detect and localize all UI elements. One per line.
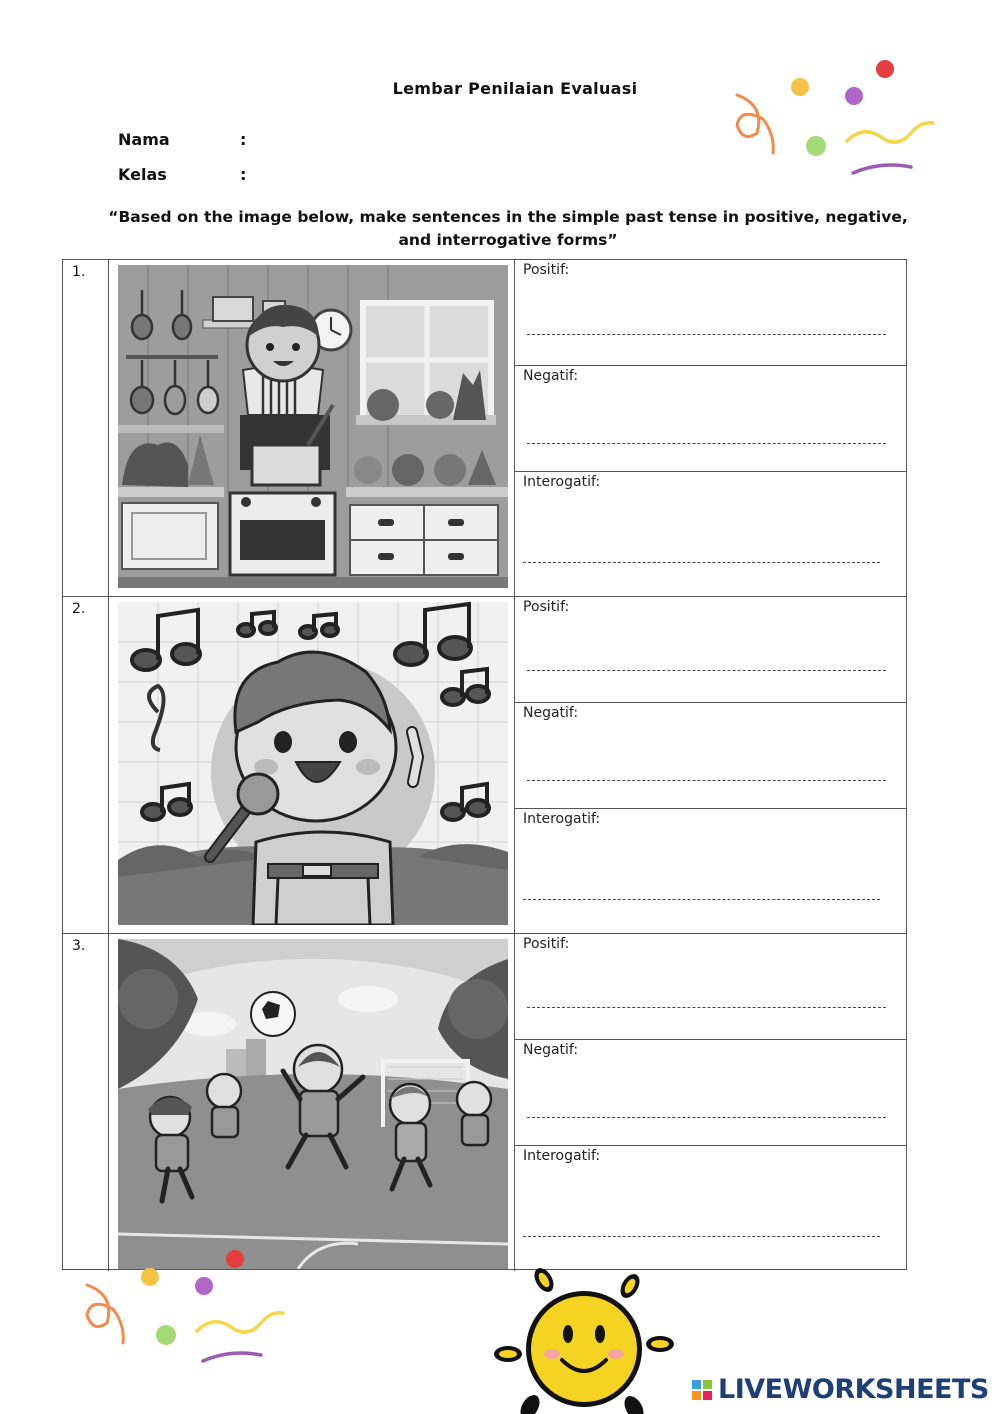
interrogative-label: Interogatif: — [523, 1148, 601, 1164]
negative-label: Negatif: — [523, 1042, 579, 1058]
positive-label: Positif: — [523, 262, 570, 278]
answer-line — [527, 443, 886, 444]
interrogative-answer-box[interactable] — [515, 809, 906, 934]
picture-cell — [109, 597, 515, 933]
negative-answer-box[interactable] — [515, 1040, 906, 1146]
item-number: 3. — [63, 934, 109, 1271]
item-number: 1. — [63, 260, 109, 596]
interrogative-label: Interogatif: — [523, 474, 601, 490]
children-playing-football-image — [118, 939, 508, 1269]
picture-cell — [109, 260, 515, 596]
answer-line — [527, 1007, 886, 1008]
answer-line — [527, 780, 886, 781]
name-field — [118, 130, 247, 149]
picture-cell — [109, 934, 515, 1271]
class-label: Kelas — [118, 165, 167, 184]
positive-label: Positif: — [523, 936, 570, 952]
confetti-decoration-bottom — [75, 1245, 295, 1375]
item-number: 2. — [63, 597, 109, 933]
answer-line — [527, 1117, 886, 1118]
worksheet-table — [62, 259, 907, 1270]
answer-line — [527, 670, 886, 671]
item-row-3 — [63, 934, 906, 1271]
boy-singing-with-microphone-image — [118, 602, 508, 925]
liveworksheets-logo-icon — [692, 1378, 714, 1404]
positive-answer-box[interactable] — [515, 597, 906, 703]
negative-label: Negatif: — [523, 368, 579, 384]
name-label: Nama — [118, 130, 170, 149]
positive-answer-box[interactable] — [515, 934, 906, 1040]
positive-answer-box[interactable] — [515, 260, 906, 366]
smiling-sun-icon — [490, 1262, 680, 1414]
answer-cell — [515, 934, 906, 1271]
answer-line — [527, 334, 886, 335]
worksheet-title: Lembar Penilaian Evaluasi — [392, 79, 638, 98]
answer-cell — [515, 260, 906, 596]
positive-label: Positif: — [523, 599, 570, 615]
name-colon: : — [240, 130, 247, 149]
answer-line — [523, 562, 880, 563]
answer-cell — [515, 597, 906, 933]
class-field — [118, 165, 247, 184]
boy-cooking-in-kitchen-image — [118, 265, 508, 588]
liveworksheets-brand: LIVEWORKSHEETS — [718, 1374, 989, 1405]
item-row-1 — [63, 260, 906, 597]
instruction-text — [90, 206, 926, 252]
negative-answer-box[interactable] — [515, 366, 906, 472]
answer-line — [523, 1236, 880, 1237]
negative-label: Negatif: — [523, 705, 579, 721]
item-row-2 — [63, 597, 906, 934]
interrogative-answer-box[interactable] — [515, 472, 906, 597]
answer-line — [523, 899, 880, 900]
interrogative-label: Interogatif: — [523, 811, 601, 827]
class-colon: : — [240, 165, 247, 184]
negative-answer-box[interactable] — [515, 703, 906, 809]
confetti-decoration-top — [725, 55, 945, 180]
interrogative-answer-box[interactable] — [515, 1146, 906, 1271]
instruction-line-2: and interrogative forms” — [398, 231, 618, 249]
instruction-line-1: “Based on the image below, make sentences in the simple past tense in positive, negative, — [108, 208, 908, 226]
